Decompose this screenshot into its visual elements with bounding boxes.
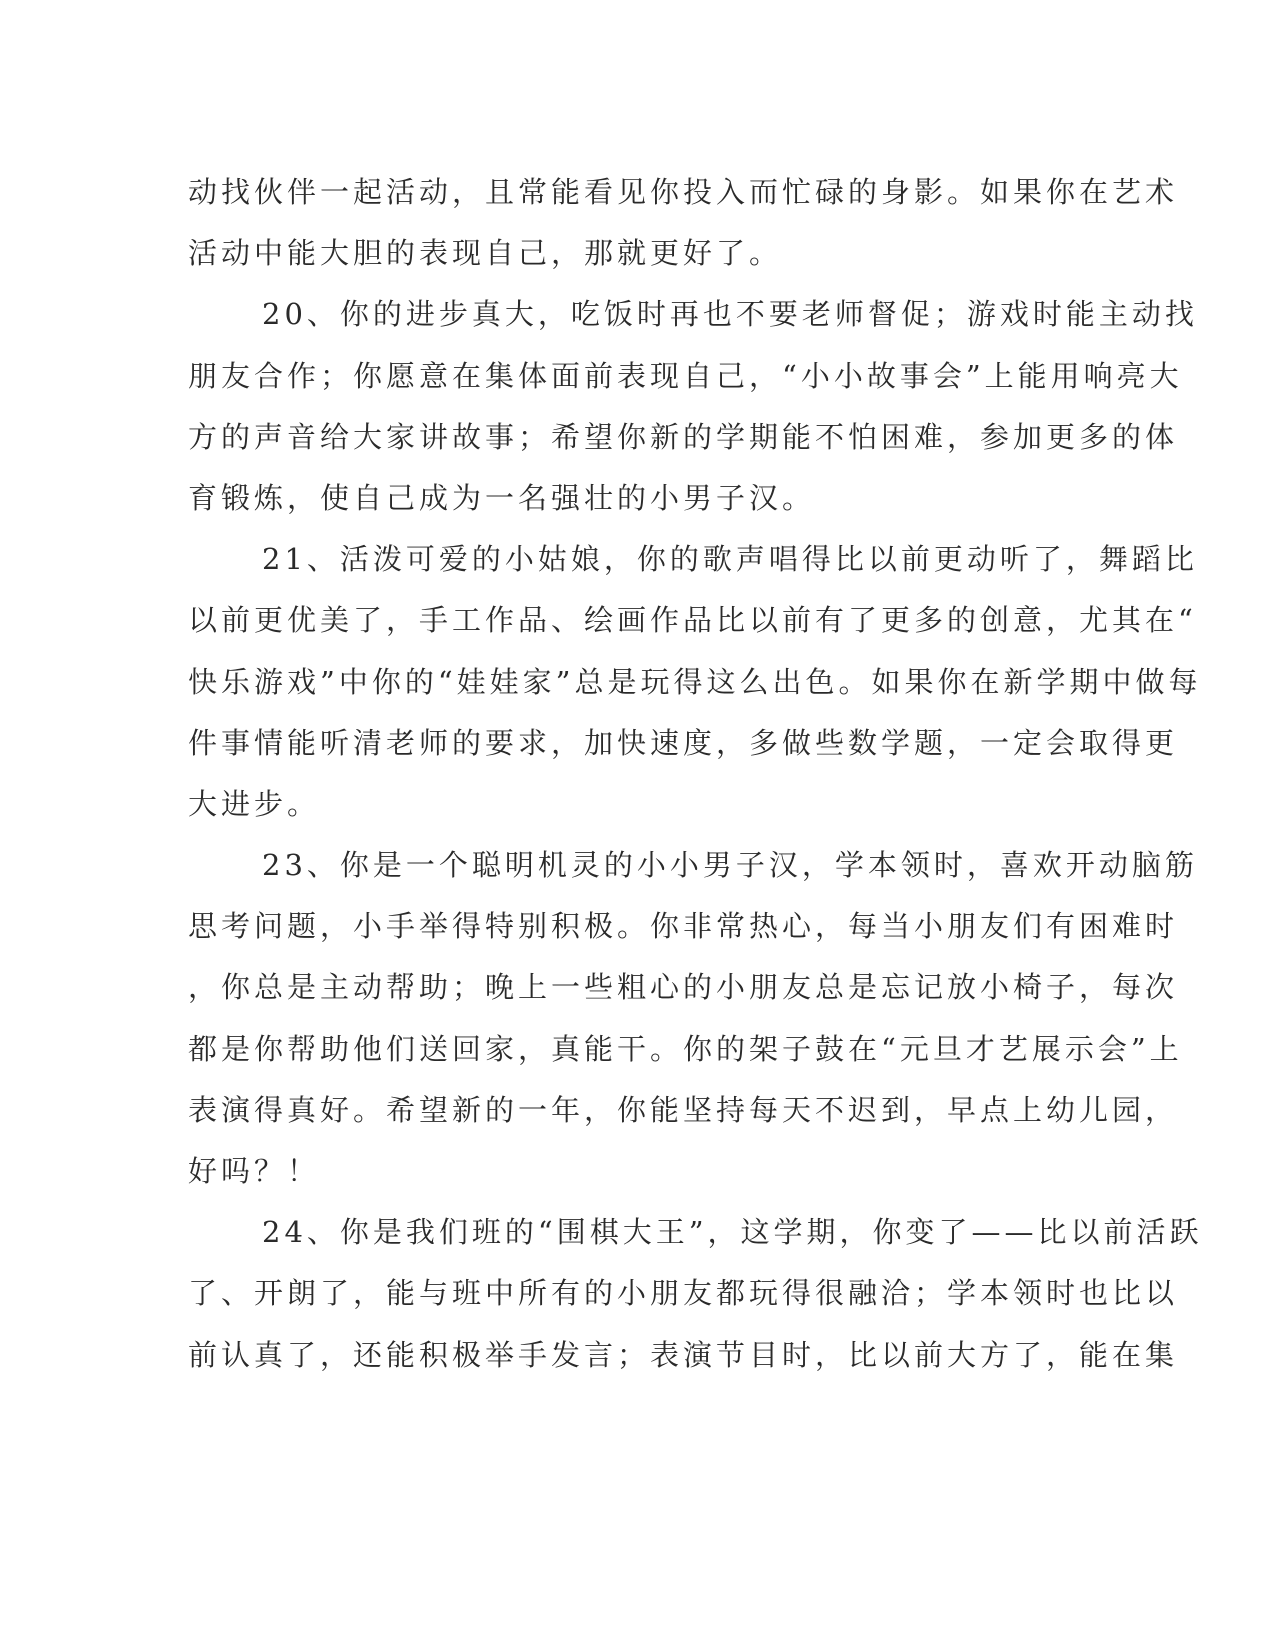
text-line: ，你总是主动帮助；晚上一些粗心的小朋友总是忘记放小椅子，每次: [188, 970, 1179, 1005]
text-line: 了、开朗了，能与班中所有的小朋友都玩得很融洽；学本领时也比以: [188, 1276, 1179, 1311]
text-line: 方的声音给大家讲故事；希望你新的学期能不怕困难，参加更多的体: [188, 419, 1179, 454]
text-line: 育锻炼，使自己成为一名强壮的小男子汉。: [188, 480, 816, 515]
text-line: 大进步。: [188, 786, 321, 821]
paragraph-start-line: 21、活泼可爱的小姑娘，你的歌声唱得比以前更动听了，舞蹈比: [262, 542, 1198, 577]
text-line: 件事情能听清老师的要求，加快速度，多做些数学题，一定会取得更: [188, 725, 1179, 760]
text-line: 活动中能大胆的表现自己，那就更好了。: [188, 236, 783, 271]
paragraph-start-line: 20、你的进步真大，吃饭时再也不要老师督促；游戏时能主动找: [262, 297, 1198, 332]
text-line: 朋友合作；你愿意在集体面前表现自己，“小小故事会”上能用响亮大: [188, 358, 1183, 393]
text-line: 好吗？！: [188, 1154, 321, 1188]
text-line: 动找伙伴一起活动，且常能看见你投入而忙碌的身影。如果你在艺术: [188, 175, 1179, 209]
text-line: 快乐游戏”中你的“娃娃家”总是玩得这么出色。如果你在新学期中做每: [188, 664, 1202, 699]
text-line: 以前更优美了，手工作品、绘画作品比以前有了更多的创意，尤其在“: [188, 603, 1197, 638]
paragraph-start-line: 24、你是我们班的“围棋大王”，这学期，你变了——比以前活跃: [262, 1215, 1203, 1250]
text-line: 表演得真好。希望新的一年，你能坚持每天不迟到，早点上幼儿园，: [188, 1092, 1179, 1127]
text-line: 都是你帮助他们送回家，真能干。你的架子鼓在“元旦才艺展示会”上: [188, 1031, 1183, 1066]
paragraph-start-line: 23、你是一个聪明机灵的小小男子汉，学本领时，喜欢开动脑筋: [262, 848, 1198, 883]
text-line: 思考问题，小手举得特别积极。你非常热心，每当小朋友们有困难时: [188, 909, 1179, 944]
text-line: 前认真了，还能积极举手发言；表演节目时，比以前大方了，能在集: [188, 1337, 1179, 1372]
document-body: [188, 162, 1203, 1386]
